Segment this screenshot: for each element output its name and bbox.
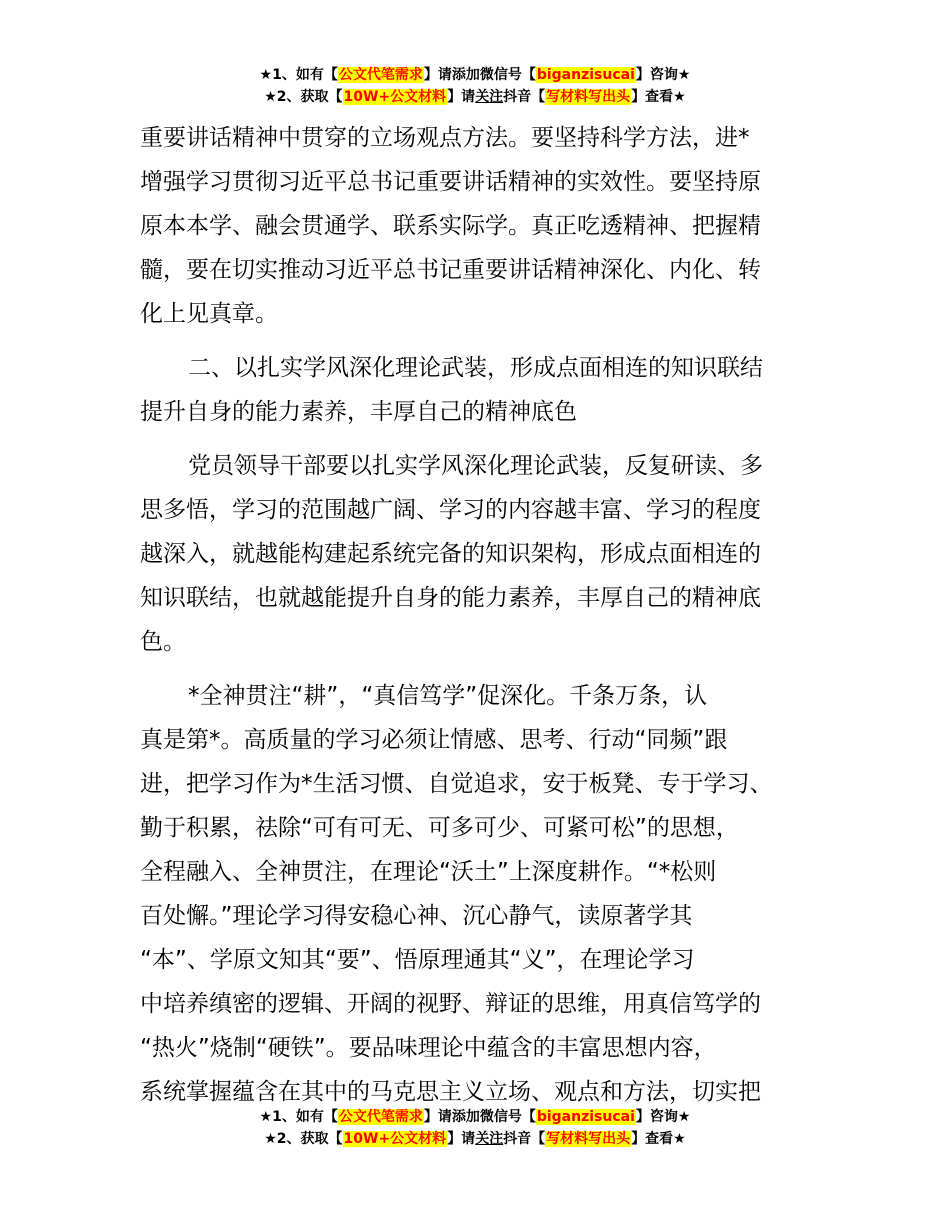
text-line: 增强学习贯彻习近平总书记重要讲话精神的实效性。要坚持原 bbox=[140, 169, 761, 195]
section-heading: 二、以扎实学风深化理论武装，形成点面相连的知识联结 bbox=[188, 355, 763, 381]
highlight-ghostwriting: 公文代笔需求 bbox=[338, 67, 423, 83]
header-banner bbox=[0, 64, 950, 108]
text-line: 真是第*。高质量的学习必须让情感、思考、行动“同频”跟 bbox=[140, 727, 728, 753]
text-line: 思多悟，学习的范围越广阔、学习的内容越丰富、学习的程度 bbox=[140, 497, 761, 523]
highlight-materials: 10W+公文材料 bbox=[343, 89, 447, 105]
text-line: 髓，要在切实推动习近平总书记重要讲话精神深化、内化、转 bbox=[140, 257, 761, 283]
text-line: “本”、学原文知其“要”、悟原理通其“义”，在理论学习 bbox=[140, 947, 695, 973]
highlight-douyin-account: 写材料写出头 bbox=[546, 1131, 631, 1147]
text-line: 党员领导干部要以扎实学风深化理论武装，反复研读、多 bbox=[188, 453, 763, 479]
text-line: “热火”烧制“硬铁”。要品味理论中蕴含的丰富思想内容， bbox=[140, 1035, 717, 1061]
document-body bbox=[140, 116, 820, 1114]
highlight-ghostwriting: 公文代笔需求 bbox=[338, 1109, 423, 1125]
text-line: 知识联结，也就越能提升自身的能力素养，丰厚自己的精神底 bbox=[140, 585, 761, 611]
underlined-follow: 关注 bbox=[475, 89, 504, 105]
banner-text: 抖音【 bbox=[503, 89, 546, 105]
text-line: 色。 bbox=[140, 629, 186, 655]
banner-text: 】查看★ bbox=[631, 1131, 686, 1147]
banner-text: ★2、获取【 bbox=[264, 1131, 343, 1147]
banner-line-2 bbox=[0, 1128, 950, 1150]
banner-line-2 bbox=[0, 86, 950, 108]
banner-line-1 bbox=[0, 1106, 950, 1128]
underlined-follow: 关注 bbox=[475, 1131, 504, 1147]
banner-text: ★1、如有【 bbox=[259, 67, 338, 83]
banner-text: 】请 bbox=[447, 89, 476, 105]
text-line: 勤于积累，祛除“可有可无、可多可少、可紧可松”的思想， bbox=[140, 815, 739, 841]
text-line: 越深入，就越能构建起系统完备的知识架构，形成点面相连的 bbox=[140, 541, 761, 567]
text-line: 百处懈。”理论学习得安稳心神、沉心静气，读原著学其 bbox=[140, 903, 693, 929]
banner-text: 抖音【 bbox=[503, 1131, 546, 1147]
text-line: 原本本学、融会贯通学、联系实际学。真正吃透精神、把握精 bbox=[140, 213, 761, 239]
text-line: 重要讲话精神中贯穿的立场观点方法。要坚持科学方法，进* bbox=[140, 125, 750, 151]
text-line: 化上见真章。 bbox=[140, 301, 278, 327]
banner-text: 】咨询★ bbox=[635, 67, 691, 83]
banner-text: 】请添加微信号【 bbox=[423, 67, 536, 83]
highlight-douyin-account: 写材料写出头 bbox=[546, 89, 631, 105]
banner-text: 】咨询★ bbox=[635, 1109, 691, 1125]
text-line: 全程融入、全神贯注，在理论“沃土”上深度耕作。“*松则 bbox=[140, 859, 717, 885]
highlight-wechat-id: biganzisucai bbox=[536, 1109, 635, 1125]
highlight-wechat-id: biganzisucai bbox=[536, 67, 635, 83]
banner-text: ★1、如有【 bbox=[259, 1109, 338, 1125]
footer-banner bbox=[0, 1106, 950, 1150]
text-line: 进，把学习作为*生活习惯、自觉追求，安于板凳、专于学习、 bbox=[140, 771, 773, 797]
text-line: *全神贯注“耕”，“真信笃学”促深化。千条万条，认 bbox=[188, 683, 708, 709]
highlight-materials: 10W+公文材料 bbox=[343, 1131, 447, 1147]
banner-text: 】请 bbox=[447, 1131, 476, 1147]
text-line: 中培养缜密的逻辑、开阔的视野、辩证的思维，用真信笃学的 bbox=[140, 991, 761, 1017]
banner-text: ★2、获取【 bbox=[264, 89, 343, 105]
banner-text: 】请添加微信号【 bbox=[423, 1109, 536, 1125]
section-heading-cont: 提升自身的能力素养，丰厚自己的精神底色 bbox=[140, 399, 577, 425]
banner-text: 】查看★ bbox=[631, 89, 686, 105]
text-line: 系统掌握蕴含在其中的马克思主义立场、观点和方法，切实把 bbox=[140, 1079, 761, 1105]
banner-line-1 bbox=[0, 64, 950, 86]
